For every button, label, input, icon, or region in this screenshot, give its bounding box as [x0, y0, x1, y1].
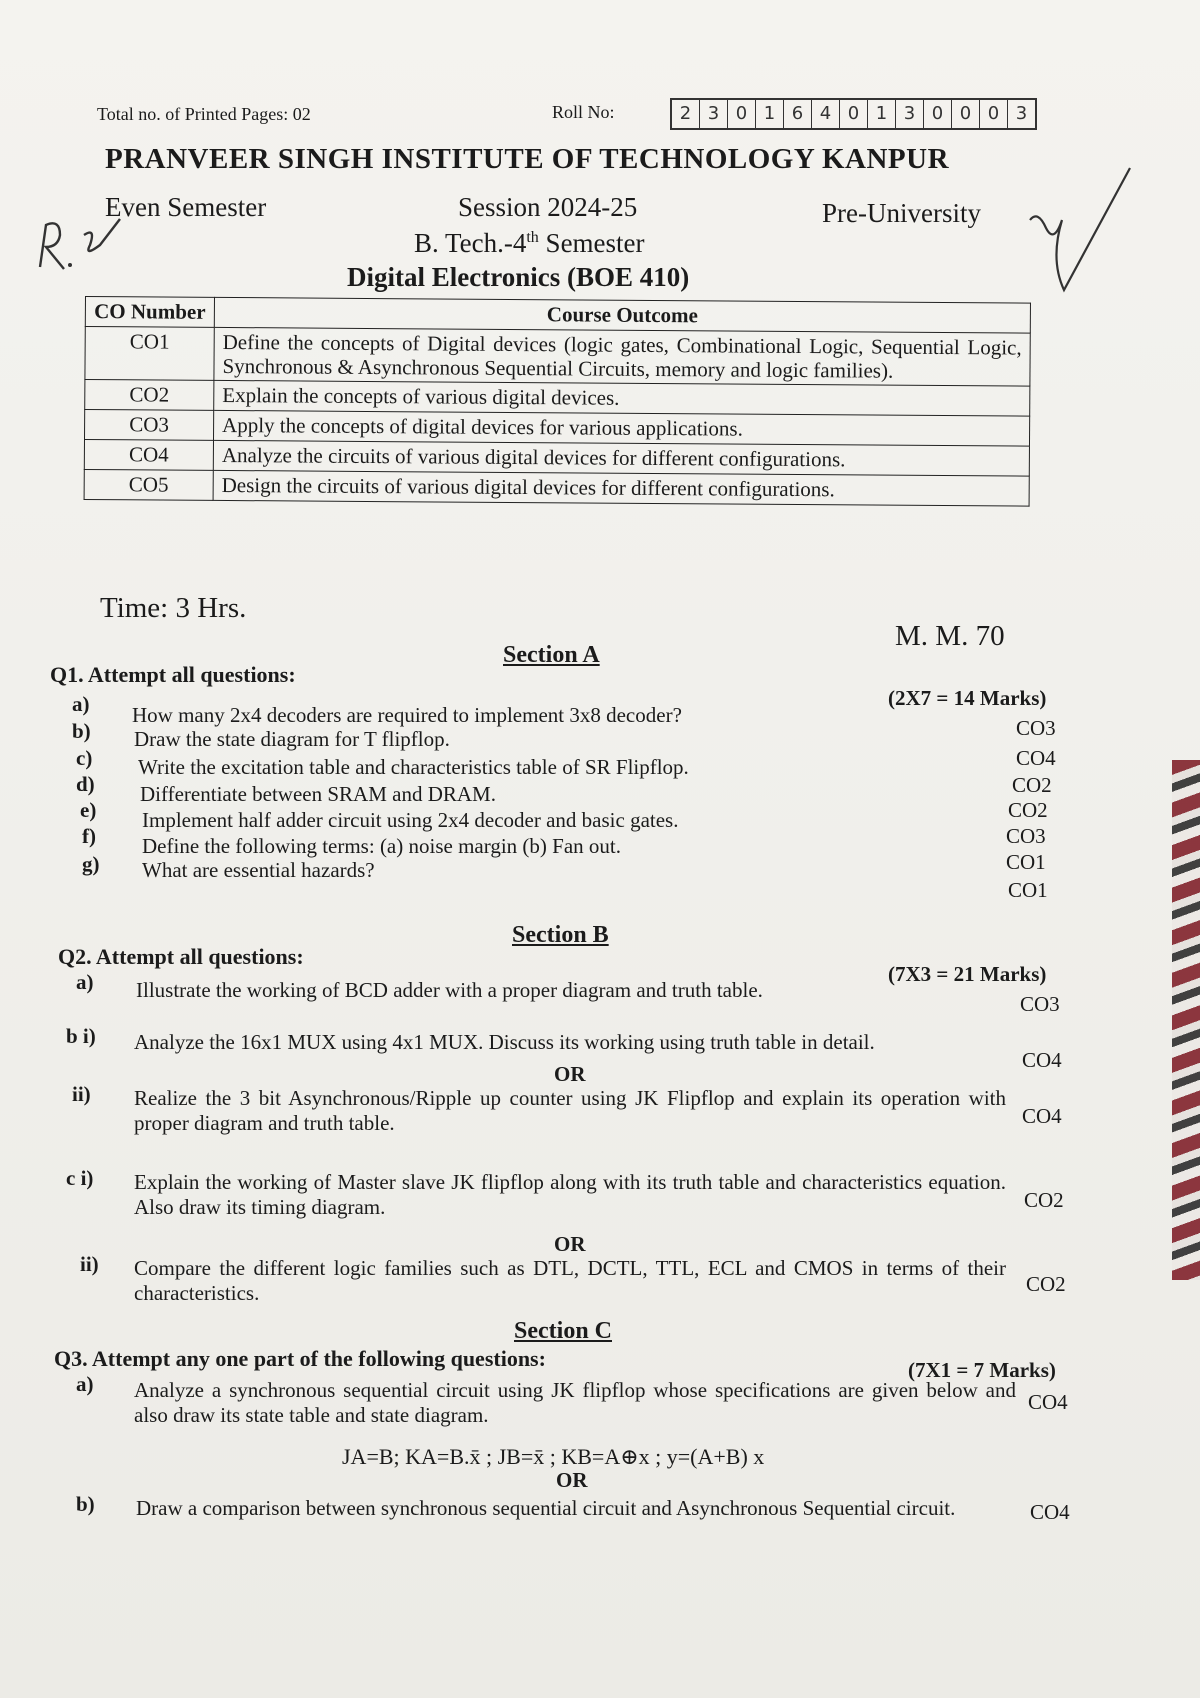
q2bii-co: CO4: [1022, 1104, 1062, 1128]
roll-digit: 3: [700, 100, 728, 128]
q2-marks: (7X3 = 21 Marks): [888, 962, 1047, 986]
q3a-formula: JA=B; KA=B.x̄ ; JB=x̄ ; KB=A⊕x ; y=(A+B) x: [342, 1444, 765, 1469]
q1g-label: g): [82, 852, 100, 876]
section-c-title: Section C: [514, 1318, 612, 1344]
q1g-co: CO1: [1008, 878, 1048, 902]
co-number-header: CO Number: [85, 297, 214, 328]
q1b-label: b): [72, 719, 91, 743]
co-description: Explain the concepts of various digital devices.: [214, 380, 1030, 416]
course-outcome-table: [84, 296, 1031, 507]
roll-label: Roll No:: [552, 102, 615, 122]
background-fabric: [1172, 760, 1200, 1280]
subject-title: Digital Electronics (BOE 410): [347, 262, 690, 292]
roll-digit: 6: [784, 100, 812, 128]
roll-digit: 0: [952, 100, 980, 128]
roll-digit: 3: [896, 100, 924, 128]
q1c-co: CO2: [1012, 773, 1052, 797]
session-label: Session 2024-25: [458, 192, 638, 222]
exam-duration: Time: 3 Hrs.: [100, 592, 247, 624]
q2a-text: Illustrate the working of BCD adder with a proper diagram and truth table.: [136, 978, 763, 1002]
semester-label: Even Semester: [105, 192, 267, 222]
roll-digit: 0: [728, 100, 756, 128]
handwritten-tick: [1020, 160, 1140, 320]
roll-digit: 1: [868, 100, 896, 128]
co-number: CO2: [85, 380, 214, 411]
roll-digit: 0: [980, 100, 1008, 128]
q1-marks: (2X7 = 14 Marks): [888, 686, 1047, 710]
q3a-co: CO4: [1028, 1390, 1068, 1414]
q1b-text: Draw the state diagram for T flipflop.: [134, 727, 450, 751]
q1a-co: CO3: [1016, 716, 1056, 740]
co-number: CO4: [84, 440, 213, 471]
q1-heading: Q1. Attempt all questions:: [50, 662, 296, 687]
co-number: CO1: [85, 327, 214, 381]
q3-marks: (7X1 = 7 Marks): [908, 1358, 1056, 1382]
q1g-text: What are essential hazards?: [142, 858, 375, 882]
table-row: [85, 327, 1030, 387]
q2a-label: a): [76, 970, 94, 994]
q2bii-label: ii): [72, 1082, 91, 1106]
q2c-or: OR: [554, 1232, 586, 1256]
printed-pages: Total no. of Printed Pages: 02: [97, 104, 311, 124]
co-number: CO3: [84, 410, 213, 441]
q2-heading: Q2. Attempt all questions:: [58, 944, 304, 969]
q3b-text: Draw a comparison between synchronous sequential circuit and Asynchronous Sequential circuit.: [136, 1496, 956, 1520]
max-marks: M. M. 70: [895, 620, 1005, 652]
q2ci-text: Explain the working of Master slave JK flipflop along with its truth table and characteristics equation. Also draw its timing diagram.: [134, 1170, 1006, 1219]
course-label: B. Tech.-4th Semester: [414, 228, 645, 258]
q2a-co: CO3: [1020, 992, 1060, 1016]
handwritten-initials: [30, 205, 130, 285]
q3a-text: Analyze a synchronous sequential circuit using JK flipflop whose specifications are given below and also draw its state table and state diagram.: [134, 1378, 1016, 1427]
q1d-label: d): [76, 772, 95, 796]
q2b-or: OR: [554, 1062, 586, 1086]
roll-digit: 0: [840, 100, 868, 128]
q2ci-co: CO2: [1024, 1188, 1064, 1212]
q3-or: OR: [556, 1468, 588, 1492]
institute-name: PRANVEER SINGH INSTITUTE OF TECHNOLOGY KANPUR: [105, 143, 950, 175]
exam-type: Pre-University: [822, 198, 981, 228]
q3b-co: CO4: [1030, 1500, 1070, 1524]
q2cii-text: Compare the different logic families such as DTL, DCTL, TTL, ECL and CMOS in terms of their characteristics.: [134, 1256, 1006, 1305]
roll-digit: 3: [1015, 103, 1028, 124]
q1f-label: f): [82, 824, 96, 848]
co-description: Analyze the circuits of various digital devices for different configurations.: [213, 440, 1029, 476]
q2cii-label: ii): [80, 1252, 99, 1276]
q1a-label: a): [72, 692, 90, 716]
section-a-title: Section A: [503, 642, 600, 668]
q1e-label: e): [80, 798, 97, 822]
co-number: CO5: [84, 469, 213, 500]
co-description: Design the circuits of various digital devices for different configurations.: [213, 470, 1029, 506]
q1a-text: How many 2x4 decoders are required to implement 3x8 decoder?: [132, 703, 682, 727]
table-row: [84, 469, 1029, 506]
q2bi-text: Analyze the 16x1 MUX using 4x1 MUX. Discuss its working using truth table in detail.: [134, 1030, 875, 1054]
q1b-co: CO4: [1016, 746, 1056, 770]
q1d-co: CO2: [1008, 798, 1048, 822]
q1f-text: Define the following terms: (a) noise margin (b) Fan out.: [142, 834, 622, 858]
co-description: Define the concepts of Digital devices (logic gates, Combinational Logic, Sequential Logic, Synchronous & Asynchronous Sequential Circuits, memory and logic families).: [214, 327, 1030, 386]
q3a-label: a): [76, 1372, 94, 1396]
roll-digit: 1: [756, 100, 784, 128]
co-description: Apply the concepts of digital devices for various applications.: [213, 410, 1029, 446]
q2bii-text: Realize the 3 bit Asynchronous/Ripple up counter using JK Flipflop and explain its operation with proper diagram and truth table.: [134, 1086, 1006, 1135]
roll-digit: 2: [672, 100, 700, 128]
roll-digit: 4: [812, 100, 840, 128]
roll-number-boxes: [670, 98, 1037, 130]
q2ci-label: c i): [66, 1166, 94, 1190]
q1e-co: CO3: [1006, 824, 1046, 848]
course-outcome-header: Course Outcome: [214, 297, 1030, 333]
q1c-text: Write the excitation table and characteristics table of SR Flipflop.: [138, 755, 689, 779]
q1d-text: Differentiate between SRAM and DRAM.: [140, 782, 496, 806]
q2bi-co: CO4: [1022, 1048, 1062, 1072]
q2bi-label: b i): [66, 1024, 96, 1048]
section-b-title: Section B: [512, 922, 609, 948]
q3-heading: Q3. Attempt any one part of the following questions:: [54, 1346, 546, 1371]
q1f-co: CO1: [1006, 850, 1046, 874]
q3b-label: b): [76, 1492, 95, 1516]
q1c-label: c): [76, 746, 93, 770]
q2cii-co: CO2: [1026, 1272, 1066, 1296]
roll-digit: 0: [924, 100, 952, 128]
q1e-text: Implement half adder circuit using 2x4 decoder and basic gates.: [142, 808, 679, 832]
